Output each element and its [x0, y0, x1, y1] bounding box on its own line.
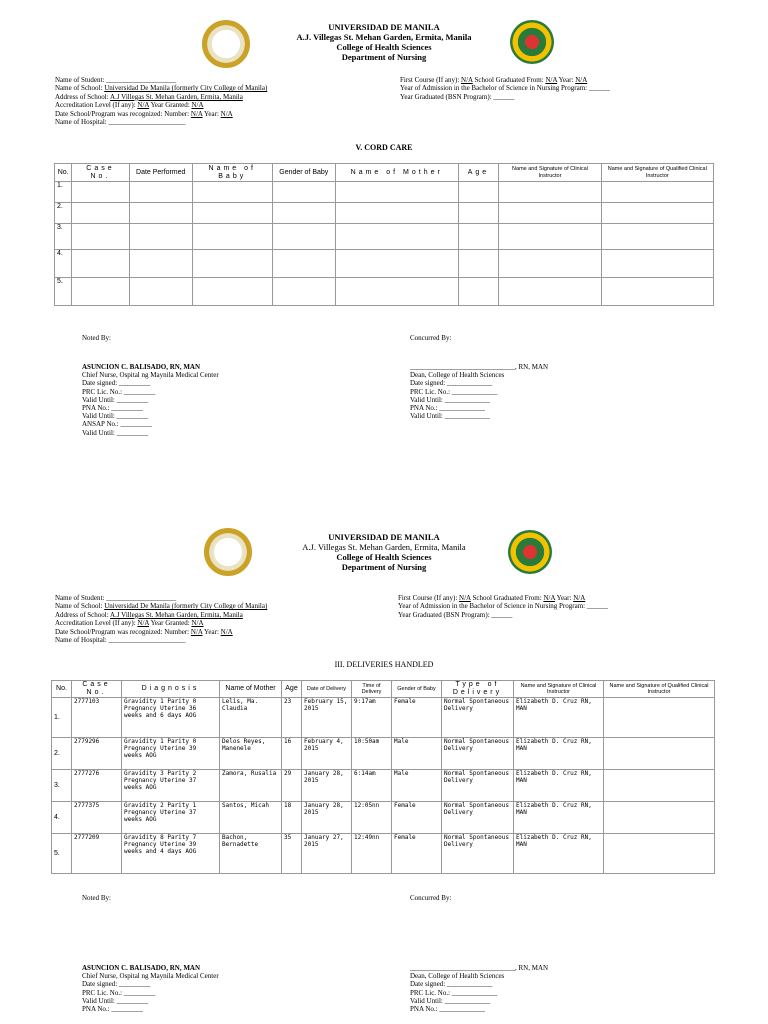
- case-number: 2777103: [72, 698, 122, 738]
- case-number: 2777276: [72, 770, 122, 802]
- col-header: No.: [52, 681, 72, 698]
- col-header: Name of Baby: [192, 164, 272, 182]
- form-page-deliveries: [0, 520, 768, 1024]
- col-header: Name of Mother: [220, 681, 282, 698]
- delivery-time: 12:05nn: [352, 802, 392, 834]
- mother-name: Lelis, Ma. Claudia: [220, 698, 282, 738]
- student-info-left: Name of Student: ____________________ Name of School: Universidad De Manila (formerly City College of Manila) Address of School: A.J Villegas St. Mehan Garden, Ermita, Manila Accreditation Level (If any): N/A Year Granted: N/A Date School/Program was recognized: Number: N/A Year: N/A Name of Hospital: ______________________: [55, 594, 268, 645]
- col-header: Time of Delivery: [352, 681, 392, 698]
- university-address: A.J. Villegas St. Mehan Garden, Ermita, Manila: [302, 542, 466, 552]
- qualified-instructor-cell[interactable]: [604, 698, 715, 738]
- document-header: [0, 532, 768, 572]
- noted-by-label: Noted By:: [82, 334, 111, 342]
- noted-by-label: Noted By:: [82, 894, 111, 902]
- delivery-date: January 28, 2015: [302, 802, 352, 834]
- signature-block-right: ______________________________, RN, MAN Dean, College of Health Sciences Date signed: _____________ PRC Lic. No.: _____________ Valid Until: _____________ PNA No.: _____________: [410, 964, 549, 1014]
- student-info-right: First Course (If any): N/A School Graduated From: N/A Year: N/A Year of Admission in the Bachelor of Science in Nursing Program: ______ Year Graduated (BSN Program): ______: [400, 76, 610, 101]
- mother-name: Zamora, Rusalia: [220, 770, 282, 802]
- col-header: Diagnosis: [122, 681, 220, 698]
- case-number: 2777209: [72, 834, 122, 874]
- signatory-name: ASUNCION C. BALISADO, RN, MAN: [82, 964, 201, 972]
- delivery-time: 6:14am: [352, 770, 392, 802]
- signature-block-left: ASUNCION C. BALISADO, RN, MAN Chief Nurse, Ospital ng Maynila Medical Center Date signed: _________ PRC Lic. No.: _________ Valid Until: _________ PNA No.: _________: [82, 964, 219, 1014]
- signature-block-left: ASUNCION C. BALISADO, RN, MAN Chief Nurse, Ospital ng Maynila Medical Center Date signed: _________ PRC Lic. No.: _________ Valid Until: _________ PNA No.: _________ Valid Until: _________ ANSAP No.: _________ Valid Until: _________: [82, 363, 219, 437]
- col-header: Age: [458, 164, 499, 182]
- baby-gender: Male: [392, 738, 442, 770]
- col-header: No.: [55, 164, 72, 182]
- col-header: Name and Signature of Clinical Instructor: [514, 681, 604, 698]
- hospital-name-field[interactable]: Name of Hospital: ______________________: [55, 636, 186, 645]
- clinical-instructor: Elizabeth D. Cruz RN, MAN: [514, 802, 604, 834]
- student-name-field[interactable]: Name of Student: ____________________: [55, 594, 177, 602]
- col-header: Name and Signature of Qualified Clinical Instructor: [604, 681, 715, 698]
- delivery-type: Normal Spontaneous Delivery: [442, 802, 514, 834]
- diagnosis: Gravidity 3 Parity 2 Pregnancy Uterine 37 weeks AOG: [122, 770, 220, 802]
- qualified-instructor-cell[interactable]: [604, 738, 715, 770]
- delivery-date: January 27, 2015: [302, 834, 352, 874]
- cord-care-table: [54, 163, 714, 306]
- mother-name: Santos, Micah: [220, 802, 282, 834]
- col-header: Name of Mother: [335, 164, 458, 182]
- col-header: Type of Delivery: [442, 681, 514, 698]
- table-row: [52, 698, 715, 738]
- signatory-name: ______________________________, RN, MAN: [410, 363, 549, 371]
- table-row: [52, 802, 715, 834]
- delivery-type: Normal Spontaneous Delivery: [442, 738, 514, 770]
- table-row: 2.: [55, 203, 714, 224]
- signatory-name: ASUNCION C. BALISADO, RN, MAN: [82, 363, 201, 371]
- table-row: 5.: [55, 278, 714, 306]
- cord-care-header-row: [55, 164, 714, 182]
- mother-name: Delos Reyes, Manenele: [220, 738, 282, 770]
- case-number: 2777375: [72, 802, 122, 834]
- row-number: 5.: [52, 834, 72, 874]
- deliveries-table: [51, 680, 715, 874]
- table-row: 3.: [55, 224, 714, 250]
- qualified-instructor-cell[interactable]: [604, 834, 715, 874]
- diagnosis: Gravidity 1 Parity 0 Pregnancy Uterine 36 weeks and 6 days AOG: [122, 698, 220, 738]
- clinical-instructor: Elizabeth D. Cruz RN, MAN: [514, 770, 604, 802]
- signatory-name: ______________________________, RN, MAN: [410, 964, 549, 972]
- delivery-type: Normal Spontaneous Delivery: [442, 770, 514, 802]
- age: 18: [282, 802, 302, 834]
- department-name: Department of Nursing: [341, 562, 427, 572]
- diagnosis: Gravidity 8 Parity 7 Pregnancy Uterine 39 weeks and 4 days AOG: [122, 834, 220, 874]
- col-header: Date Performed: [129, 164, 192, 182]
- table-row: 4.: [55, 250, 714, 278]
- age: 35: [282, 834, 302, 874]
- college-name: College of Health Sciences: [336, 42, 432, 52]
- deliveries-header-row: [52, 681, 715, 698]
- row-number: 1.: [52, 698, 72, 738]
- case-number: 2779296: [72, 738, 122, 770]
- delivery-type: Normal Spontaneous Delivery: [442, 834, 514, 874]
- university-name: UNIVERSIDAD DE MANILA: [328, 532, 440, 542]
- university-address: A.J. Villegas St. Mehan Garden, Ermita, Manila: [296, 32, 472, 42]
- hospital-name-field[interactable]: Name of Hospital: ______________________: [55, 118, 186, 127]
- col-header: Case No.: [72, 681, 122, 698]
- bsn-year-field[interactable]: Year Graduated (BSN Program): ______: [398, 610, 513, 619]
- concurred-by-label: Concurred By:: [410, 894, 452, 902]
- baby-gender: Female: [392, 698, 442, 738]
- delivery-date: January 28, 2015: [302, 770, 352, 802]
- col-header: Gender of Baby: [272, 164, 335, 182]
- school-name: Universidad De Manila (formerly City College of Manila): [104, 602, 268, 611]
- table-row: 1.: [55, 182, 714, 203]
- col-header: Gender of Baby: [392, 681, 442, 698]
- student-info-right: First Course (If any): N/A School Graduated From: N/A Year: N/A Year of Admission in the Bachelor of Science in Nursing Program: ______ Year Graduated (BSN Program): ______: [398, 594, 608, 619]
- student-name-field[interactable]: Name of Student: ____________________: [55, 76, 177, 84]
- delivery-type: Normal Spontaneous Delivery: [442, 698, 514, 738]
- table-row: [52, 834, 715, 874]
- row-number: 3.: [52, 770, 72, 802]
- admission-year-field[interactable]: Year of Admission in the Bachelor of Science in Nursing Program: ______: [400, 84, 610, 93]
- student-info-left: Name of Student: ____________________ Name of School: Universidad De Manila (formerly City College of Manila) Address of School: A.J Villegas St. Mehan Garden, Ermita, Manila Accreditation Level (If any): N/A Year Granted: N/A Date School/Program was recognized: Number: N/A Year: N/A Name of Hospital: ______________________: [55, 76, 268, 127]
- row-number: 2.: [52, 738, 72, 770]
- delivery-time: 9:17am: [352, 698, 392, 738]
- form-page-cord-care: [0, 0, 768, 510]
- school-name: Universidad De Manila (formerly City College of Manila): [104, 84, 268, 93]
- diagnosis: Gravidity 1 Parity 0 Pregnancy Uterine 39 weeks AOG: [122, 738, 220, 770]
- school-address: A.J Villegas St. Mehan Garden, Ermita, Manila: [110, 610, 243, 619]
- bsn-year-field[interactable]: Year Graduated (BSN Program): ______: [400, 92, 515, 101]
- delivery-time: 10:50am: [352, 738, 392, 770]
- col-header: Name and Signature of Qualified Clinical Instructor: [601, 164, 713, 182]
- clinical-instructor: Elizabeth D. Cruz RN, MAN: [514, 834, 604, 874]
- document-header: [0, 22, 768, 62]
- table-row: [52, 738, 715, 770]
- col-header: Age: [282, 681, 302, 698]
- baby-gender: Male: [392, 770, 442, 802]
- baby-gender: Female: [392, 802, 442, 834]
- delivery-date: February 4, 2015: [302, 738, 352, 770]
- table-row: [52, 770, 715, 802]
- age: 16: [282, 738, 302, 770]
- col-header: Date of Delivery: [302, 681, 352, 698]
- col-header: Case No.: [72, 164, 129, 182]
- section-title-cord-care: V. CORD CARE: [355, 143, 413, 152]
- section-title-deliveries: III. DELIVERIES HANDLED: [334, 660, 434, 669]
- school-address: A.J Villegas St. Mehan Garden, Ermita, Manila: [110, 92, 243, 101]
- diagnosis: Gravidity 2 Parity 1 Pregnancy Uterine 37 weeks AOG: [122, 802, 220, 834]
- admission-year-field[interactable]: Year of Admission in the Bachelor of Science in Nursing Program: ______: [398, 602, 608, 611]
- delivery-time: 12:49nn: [352, 834, 392, 874]
- college-name: College of Health Sciences: [336, 552, 432, 562]
- mother-name: Bachon, Bernadette: [220, 834, 282, 874]
- university-name: UNIVERSIDAD DE MANILA: [328, 22, 440, 32]
- delivery-date: February 15, 2015: [302, 698, 352, 738]
- qualified-instructor-cell[interactable]: [604, 802, 715, 834]
- qualified-instructor-cell[interactable]: [604, 770, 715, 802]
- age: 23: [282, 698, 302, 738]
- concurred-by-label: Concurred By:: [410, 334, 452, 342]
- clinical-instructor: Elizabeth D. Cruz RN, MAN: [514, 698, 604, 738]
- row-number: 4.: [52, 802, 72, 834]
- baby-gender: Female: [392, 834, 442, 874]
- col-header: Name and Signature of Clinical Instructor: [499, 164, 601, 182]
- department-name: Department of Nursing: [341, 52, 427, 62]
- age: 29: [282, 770, 302, 802]
- signature-block-right: ______________________________, RN, MAN Dean, College of Health Sciences Date signed: _____________ PRC Lic. No.: _____________ Valid Until: _____________ PNA No.: _____________ Valid Until: _____________: [410, 363, 549, 421]
- clinical-instructor: Elizabeth D. Cruz RN, MAN: [514, 738, 604, 770]
